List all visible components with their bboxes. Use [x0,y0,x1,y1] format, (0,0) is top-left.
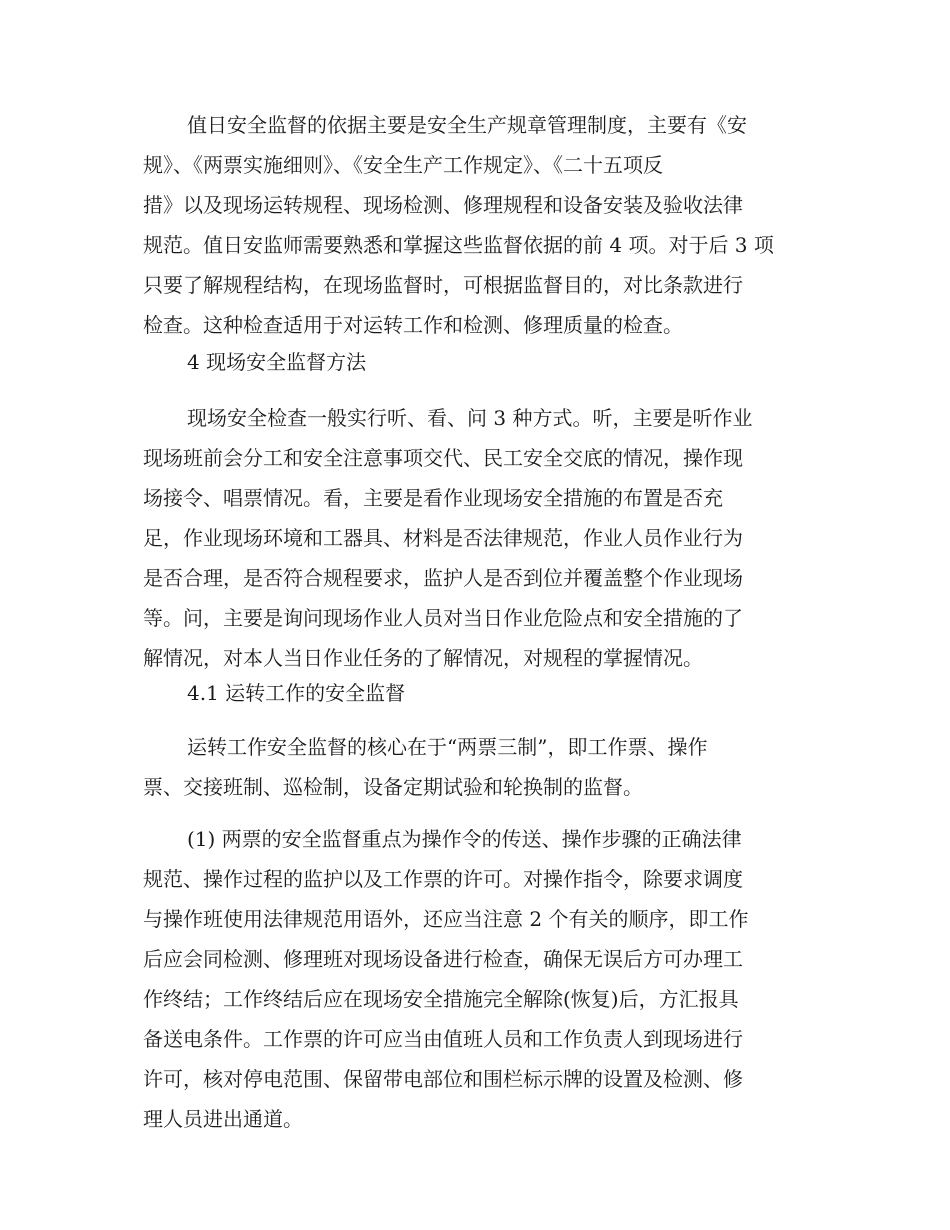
text-line: 现场班前会分工和安全注意事项交代、民工安全交底的情况，操作现 [143,446,743,470]
text-line: 与操作班使用法律规范用语外，还应当注意 2 个有关的顺序，即工作 [143,907,749,931]
section-heading-4-1 [143,673,803,713]
text-line: 规范。值日安监师需要熟悉和掌握这些监督依据的前 4 项。对于后 3 项 [143,233,774,257]
text-line: 许可，核对停电范围、保留带电部位和围栏标示牌的设置及检测、修 [143,1067,743,1091]
text-line: 规》、《两票实施细则》、《安全生产工作规定》、《二十五项反 [143,153,663,177]
text-line: 现场安全检查一般实行听、看、问 3 种方式。听，主要是听作业 [187,406,753,430]
paragraph-item-1 [143,819,803,1139]
paragraph-two-tickets-three-systems [143,727,803,807]
text-line: 规范、操作过程的监护以及工作票的许可。对操作指令，除要求调度 [143,867,743,891]
text-line: 场接令、唱票情况。看，主要是看作业现场安全措施的布置是否充 [143,486,723,510]
paragraph-inspection-methods [143,398,803,678]
section-heading-4 [143,342,803,382]
text-line: 检查。这种检查适用于对运转工作和检测、修理质量的检查。 [143,313,683,337]
text-line: (1) 两票的安全监督重点为操作令的传送、操作步骤的正确法律 [187,827,742,851]
text-line: 只要了解规程结构，在现场监督时，可根据监督目的，对比条款进行 [143,273,743,297]
text-line: 值日安全监督的依据主要是安全生产规章管理制度，主要有《安 [187,113,747,137]
text-line: 备送电条件。工作票的许可应当由值班人员和工作负责人到现场进行 [143,1027,743,1051]
text-line: 解情况，对本人当日作业任务的了解情况，对规程的掌握情况。 [143,646,703,670]
text-line: 理人员进出通道。 [143,1107,303,1131]
text-line: 作终结；工作终结后应在现场安全措施完全解除(恢复)后，方汇报具 [143,987,739,1011]
text-line: 票、交接班制、巡检制，设备定期试验和轮换制的监督。 [143,775,643,799]
text-line: 后应会同检测、修理班对现场设备进行检查，确保无误后方可办理工 [143,947,743,971]
paragraph-supervision-basis [143,105,803,345]
section-heading: 4 现场安全监督方法 [187,350,367,374]
section-heading: 4.1 运转工作的安全监督 [187,681,406,705]
text-line: 运转工作安全监督的核心在于“两票三制”，即工作票、操作 [187,735,708,759]
text-line: 措》以及现场运转规程、现场检测、修理规程和设备安装及验收法律 [143,193,743,217]
text-line: 等。问，主要是询问现场作业人员对当日作业危险点和安全措施的了 [143,606,743,630]
text-line: 是否合理，是否符合规程要求，监护人是否到位并覆盖整个作业现场 [143,566,743,590]
text-line: 足，作业现场环境和工器具、材料是否法律规范，作业人员作业行为 [143,526,743,550]
